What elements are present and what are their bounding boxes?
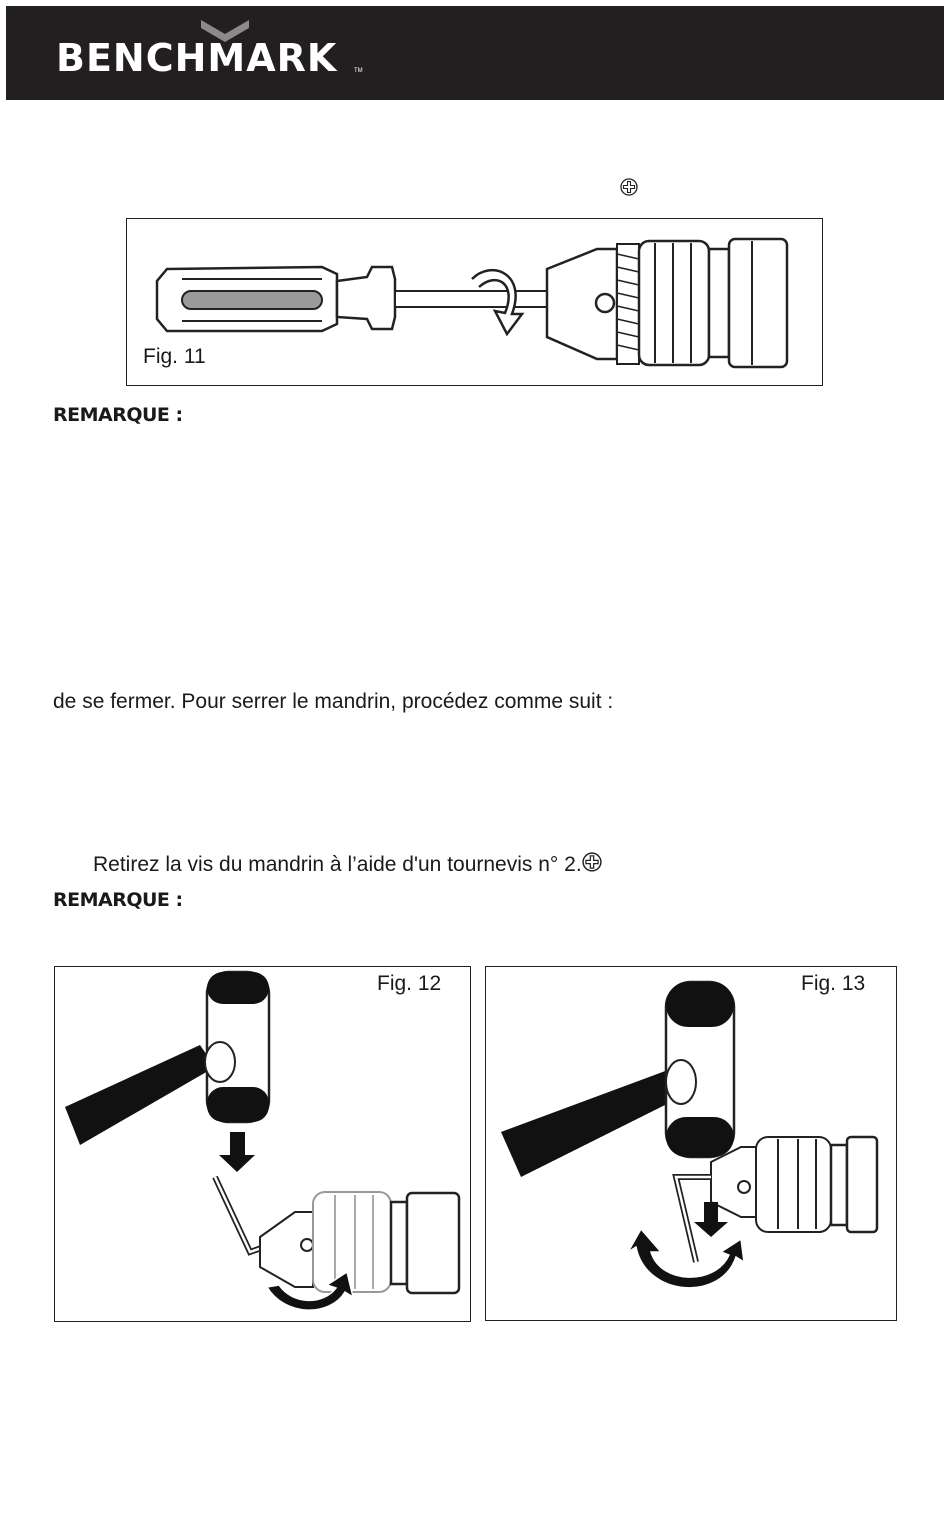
step-text: Retirez la vis du mandrin à l’aide d'un tournevis n° 2. <box>93 853 582 876</box>
figure-12 <box>54 966 471 1322</box>
phillips-screw-icon <box>582 852 602 872</box>
step-remove-screw <box>93 852 602 877</box>
trademark-mark: TM <box>354 68 363 74</box>
screwdriver-chuck-illustration <box>127 219 822 385</box>
header-bar <box>6 6 944 100</box>
figure-13 <box>485 966 897 1321</box>
note-heading: REMARQUE : <box>53 404 183 426</box>
hammer-chuck-illustration <box>486 967 896 1320</box>
phillips-screw-icon <box>620 178 638 196</box>
figure-label: Fig. 11 <box>143 345 206 368</box>
figure-label: Fig. 13 <box>801 972 866 995</box>
hammer-chuck-illustration <box>55 967 470 1321</box>
figure-11 <box>126 218 823 386</box>
brand-logo: BENCHMARK <box>56 36 338 80</box>
paragraph-line: de se fermer. Pour serrer le mandrin, procédez comme suit : <box>53 690 614 713</box>
note-heading: REMARQUE : <box>53 889 183 911</box>
figure-label: Fig. 12 <box>377 972 442 995</box>
